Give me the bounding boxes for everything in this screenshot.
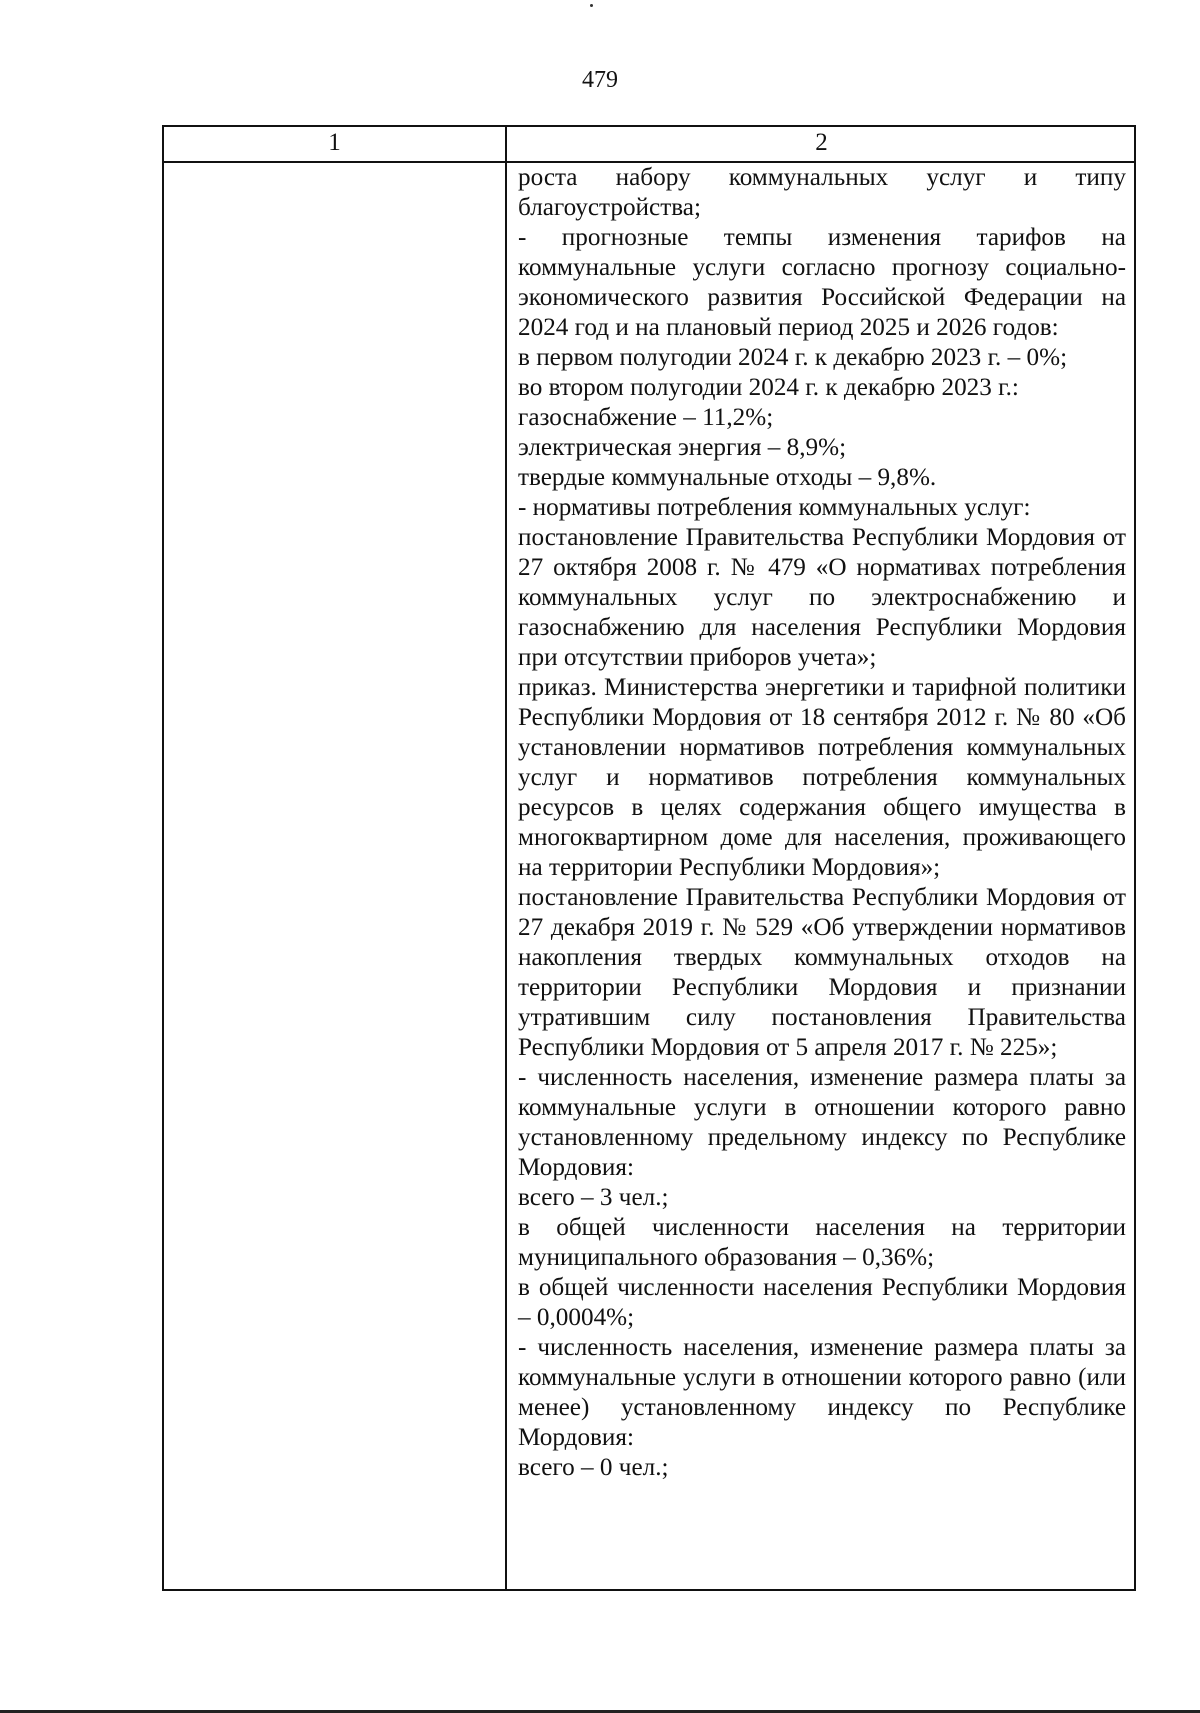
paragraph: роста набору коммунальных услуг и типу благоустройства;: [518, 164, 1126, 221]
paragraph: всего – 3 чел.;: [518, 1184, 669, 1211]
paragraph: в общей численности населения Республики Мордовия – 0,0004%;: [518, 1274, 1126, 1331]
paragraph: - нормативы потребления коммунальных услуг:: [518, 494, 1031, 521]
column-header-1: 1: [328, 129, 341, 156]
paragraph: в общей численности населения на территории муниципального образования – 0,36%;: [518, 1214, 1126, 1271]
column-2-content: [518, 163, 1126, 1483]
paragraph: постановление Правительства Республики Мордовия от 27 октября 2008 г. № 479 «О нормативах потребления коммунальных услуг по электроснабжению и газоснабжению для населения Республики Мордовия при отсутствии приборов учета»;: [518, 524, 1126, 671]
paragraph: в первом полугодии 2024 г. к декабрю 2023 г. – 0%;: [518, 344, 1068, 371]
paragraph: твердые коммунальные отходы – 9,8%.: [518, 464, 937, 491]
paragraph: - численность населения, изменение размера платы за коммунальные услуги в отношении которого равно установленному предельному индексу по Республике Мордовия:: [518, 1064, 1126, 1181]
document-table: [162, 125, 1136, 1591]
paragraph: приказ. Министерства энергетики и тарифной политики Республики Мордовия от 18 сентября 2012 г. № 80 «Об установлении нормативов потребления коммунальных услуг и нормативов потребления коммунальных ресурсов в целях содержания общего имущества в многоквартирном доме для населения, проживающего на территории Республики Мордовия»;: [518, 674, 1126, 881]
table-header-row: [164, 127, 1134, 163]
paragraph: - прогнозные темпы изменения тарифов на коммунальные услуги согласно прогнозу социально-экономического развития Российской Федерации на 2024 год и на плановый период 2025 и 2026 годов:: [518, 224, 1126, 341]
paragraph: газоснабжение – 11,2%;: [518, 404, 774, 431]
column-divider: [505, 127, 507, 1589]
paragraph: постановление Правительства Республики Мордовия от 27 декабря 2019 г. № 529 «Об утверждении нормативов накопления твердых коммунальных отходов на территории Республики Мордовия и признании утратившим силу постановления Правительства Республики Мордовия от 5 апреля 2017 г. № 225»;: [518, 884, 1126, 1061]
paragraph: - численность населения, изменение размера платы за коммунальные услуги в отношении которого равно (или менее) установленному индексу по Республике Мордовия:: [518, 1334, 1126, 1451]
paragraph: электрическая энергия – 8,9%;: [518, 434, 847, 461]
page-number: 479: [582, 67, 618, 93]
scan-speck: [590, 4, 593, 7]
paragraph: во втором полугодии 2024 г. к декабрю 2023 г.:: [518, 374, 1019, 401]
paragraph: всего – 0 чел.;: [518, 1454, 669, 1481]
column-header-2: 2: [815, 129, 828, 156]
